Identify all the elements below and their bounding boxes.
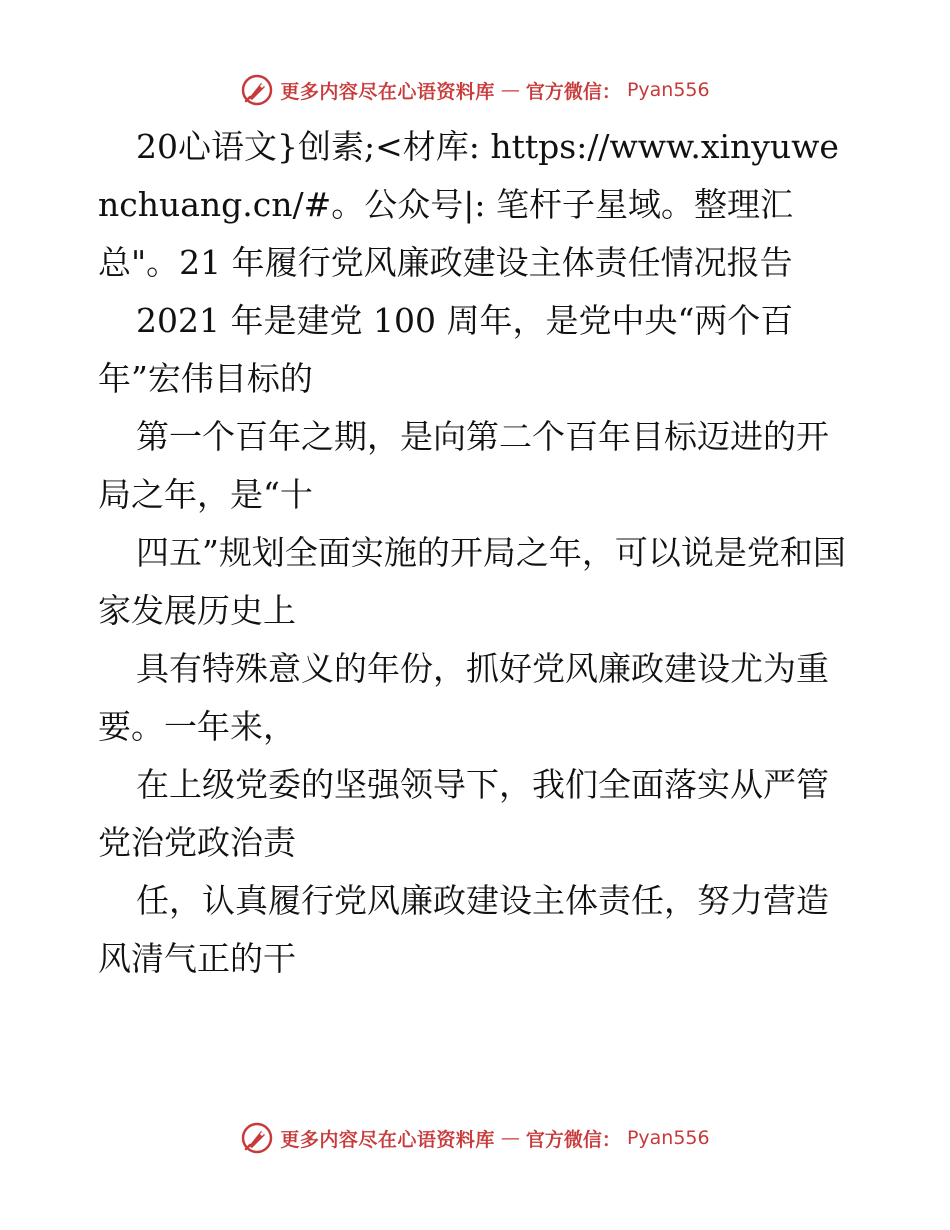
banner-slogan: 更多内容尽在心语资料库: [280, 80, 495, 103]
paragraph-7: 任，认真履行党风廉政建设主体责任，努力营造风清气正的干: [98, 881, 829, 978]
banner-wechat-id: Pyan556: [626, 79, 710, 101]
footer-banner: [0, 1118, 950, 1158]
banner-wechat-label: 官方微信：: [525, 80, 621, 103]
banner-wechat-id: Pyan556: [626, 1127, 710, 1149]
paragraph-4: 四五”规划全面实施的开局之年，可以说是党和国家发展历史上: [98, 533, 846, 630]
banner-wechat-label: 官方微信：: [525, 1128, 621, 1151]
header-banner: [0, 70, 950, 110]
pen-nib-logo-icon: [240, 73, 274, 107]
pen-nib-logo-icon: [240, 1121, 274, 1155]
banner-slogan: 更多内容尽在心语资料库: [280, 1128, 495, 1151]
banner-dash: —: [500, 1127, 520, 1149]
paragraph-1: 20心语文}创素;<材库: https://www.xinyuwenchuang.cn/#。公众号|: 笔杆子星域。整理汇总"。21 年履行党风廉政建设主体责任情况报告: [98, 127, 839, 282]
paragraph-5: 具有特殊意义的年份，抓好党风廉政建设尤为重要。一年来，: [98, 649, 829, 746]
paragraph-6: 在上级党委的坚强领导下，我们全面落实从严管党治党政治责: [98, 765, 829, 862]
paragraph-3: 第一个百年之期，是向第二个百年目标迈进的开局之年，是“十: [98, 417, 829, 514]
banner-dash: —: [500, 79, 520, 101]
paragraph-2: 2021 年是建党 100 周年，是党中央“两个百年”宏伟目标的: [98, 301, 794, 398]
document-body: [98, 118, 858, 988]
